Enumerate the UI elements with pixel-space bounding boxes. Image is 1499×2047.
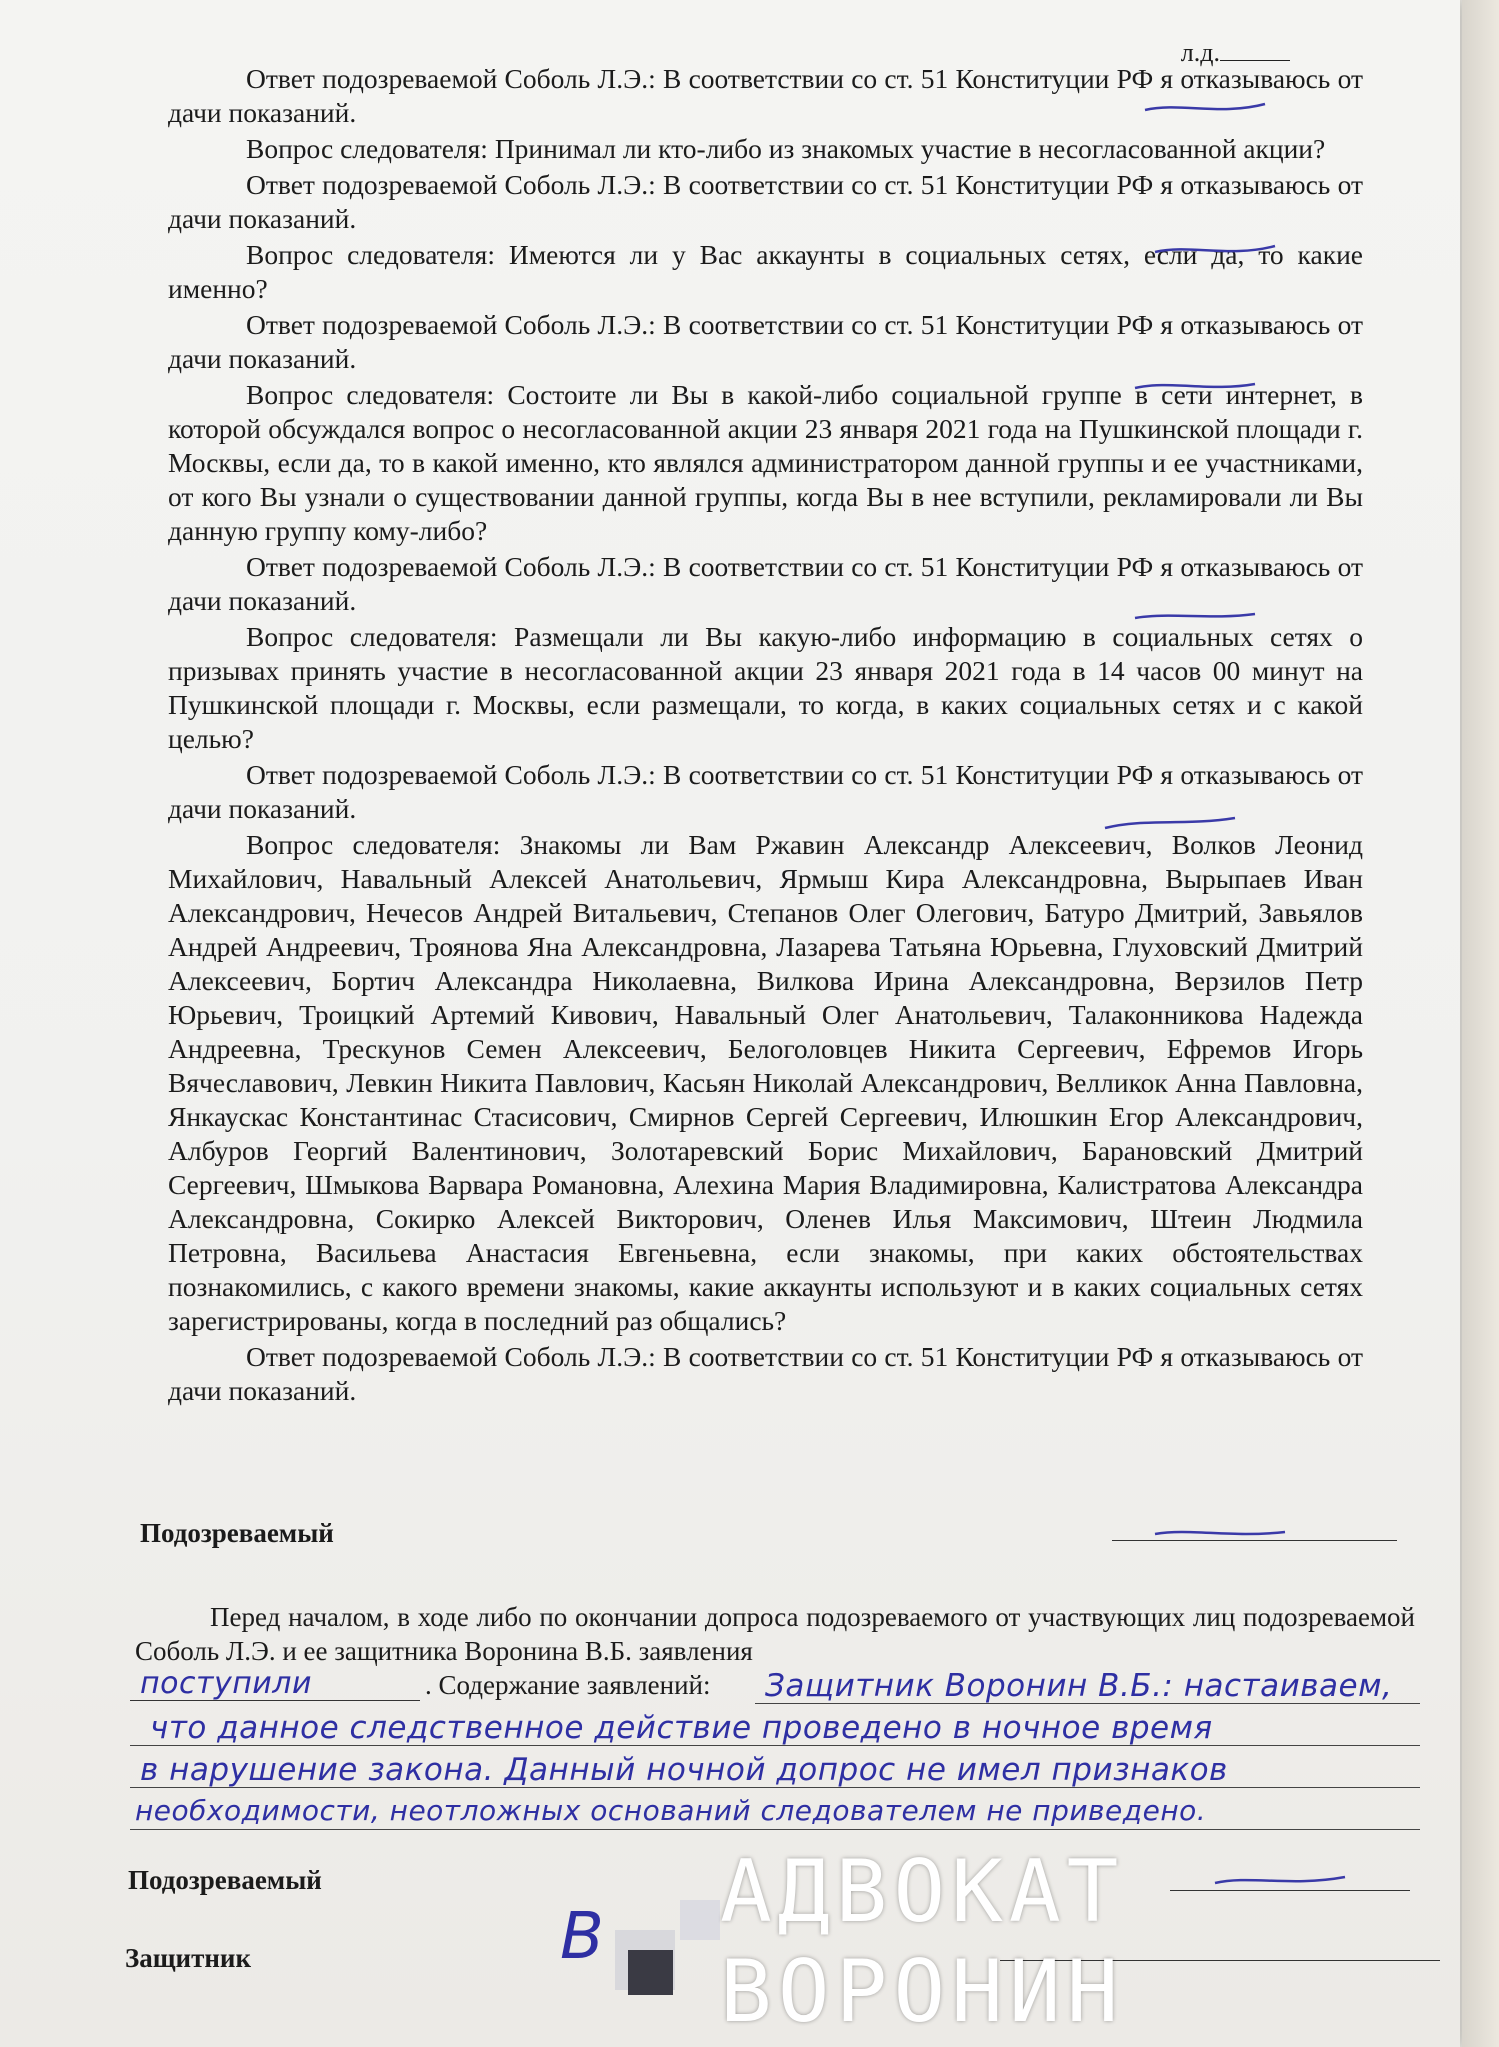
blurred-signature-block [680, 1900, 720, 1940]
defender-signature: В [560, 1900, 605, 1974]
signature-mark [1100, 808, 1240, 838]
handwritten-statement-line: что данное следственное действие проведено в ночное время [150, 1710, 1213, 1746]
paragraph: Ответ подозреваемой Соболь Л.Э.: В соответствии со ст. 51 Конституции РФ я отказываюсь от дачи показаний. [168, 551, 1363, 616]
paragraph: Вопрос следователя: Знакомы ли Вам Ржавин Александр Алексеевич, Волков Леонид Михайлович, Навальный Алексей Анатольевич, Ярмыш Кира Александровна, Вырыпаев Иван Александрович, Нечесов Андрей Витальевич, Степанов Олег Олегович, Батуро Дмитрий, Завьялов Андрей Андреевич, Троянова Яна Александровна, Лазарева Татьяна Юрьевна, Глуховский Дмитрий Алексеевич, Бортич Александра Николаевна, Вилкова Ирина Александровна, Верзилов Петр Юрьевич, Троицкий Артемий Кивович, Навальный Олег Анатольевич, Талаконникова Надежда Андреевна, Трескунов Семен Алексеевич, Белоголовцев Никита Сергеевич, Ефремов Игорь Вячеславович, Левкин Никита Павлович, Касьян Николай Александрович, Велликок Анна Павловна, Янкаускас Константинас Стасисович, Смирнов Сергей Сергеевич, Илюшкин Егор Александрович, Албуров Георгий Валентинович, Золотаревский Борис Михайлович, Барановский Дмитрий Сергеевич, Шмыкова Варвара Романовна, Алехина Мария Владимировна, Калистратова Александра Александровна, Сокирко Алексей Викторович, Оленев Илья Максимович, Штеин Людмила Петровна, Васильева Анастасия Евгеньевна, если знакомы, при каких обстоятельствах познакомились, с какого времени знакомы, какие аккаунты используют и в каких социальных сетях зарегистрированы, когда в последний раз общались? [168, 829, 1363, 1336]
blurred-signature-block [628, 1950, 673, 1995]
paragraph: Вопрос следователя: Имеются ли у Вас аккаунты в социальных сетях, если да, то какие именно? [168, 239, 1363, 304]
paragraph: Ответ подозреваемой Соболь Л.Э.: В соответствии со ст. 51 Конституции РФ я отказываюсь от дачи показаний. [168, 759, 1363, 824]
paragraph: Вопрос следователя: Состоите ли Вы в какой-либо социальной группе в сети интернет, в которой обсуждался вопрос о несогласованной акции 23 января 2021 года на Пушкинской площади г. Москвы, если да, то в какой именно, кто являлся администратором данной группы и ее участниками, от кого Вы узнали о существовании данной группы, когда Вы в нее вступили, рекламировали ли Вы данную группу кому-либо? [168, 379, 1363, 546]
handwritten-statement-line: в нарушение закона. Данный ночной допрос не имел признаков [140, 1752, 1228, 1788]
defender-label: Защитник [125, 1943, 252, 1973]
paragraph: Вопрос следователя: Размещали ли Вы какую-либо информацию в социальных сетях о призывах принять участие в несогласованной акции 23 января 2021 года в 14 часов 00 минут на Пушкинской площади г. Москвы, если размещали, то когда, в каких социальных сетях и с какой целью? [168, 621, 1363, 754]
page-edge [1462, 0, 1499, 2047]
suspect-label: Подозреваемый [140, 1518, 334, 1548]
suspect-label-2: Подозреваемый [128, 1865, 322, 1895]
paragraph: Ответ подозреваемой Соболь Л.Э.: В соответствии со ст. 51 Конституции РФ я отказываюсь от дачи показаний. [168, 169, 1363, 234]
content-label: . Содержание заявлений: [425, 1670, 711, 1700]
paragraph: Ответ подозреваемой Соболь Л.Э.: В соответствии со ст. 51 Конституции РФ я отказываюсь от дачи показаний. [168, 309, 1363, 374]
handwritten-statement-line: Защитник Воронин В.Б.: настаиваем, [765, 1668, 1393, 1704]
statements-intro: Перед началом, в ходе либо по окончании допроса подозреваемого от участвующих лиц подозреваемой Соболь Л.Э. и ее защитника Воронина В.Б. заявления [135, 1602, 1415, 1666]
suspect-signature [1150, 1518, 1290, 1548]
signature-mark [1130, 600, 1260, 630]
signature-mark [1130, 370, 1260, 400]
paragraph: Ответ подозреваемой Соболь Л.Э.: В соответствии со ст. 51 Конституции РФ я отказываюсь от дачи показаний. [168, 1341, 1363, 1406]
case-ref: л.д. [1181, 38, 1290, 68]
paragraph: Ответ подозреваемой Соболь Л.Э.: В соответствии со ст. 51 Конституции РФ я отказываюсь от дачи показаний. [168, 63, 1363, 128]
handwritten-statement-line: необходимости, неотложных оснований следователем не приведено. [135, 1794, 1207, 1827]
signature-mark [1150, 236, 1280, 266]
paragraph: Вопрос следователя: Принимал ли кто-либо из знакомых участие в несогласованной акции? [246, 133, 1326, 164]
signature-mark [1140, 92, 1270, 122]
handwritten-received: поступили [140, 1666, 312, 1701]
watermark: АДВОКАТ ВОРОНИН [720, 1842, 1125, 2042]
